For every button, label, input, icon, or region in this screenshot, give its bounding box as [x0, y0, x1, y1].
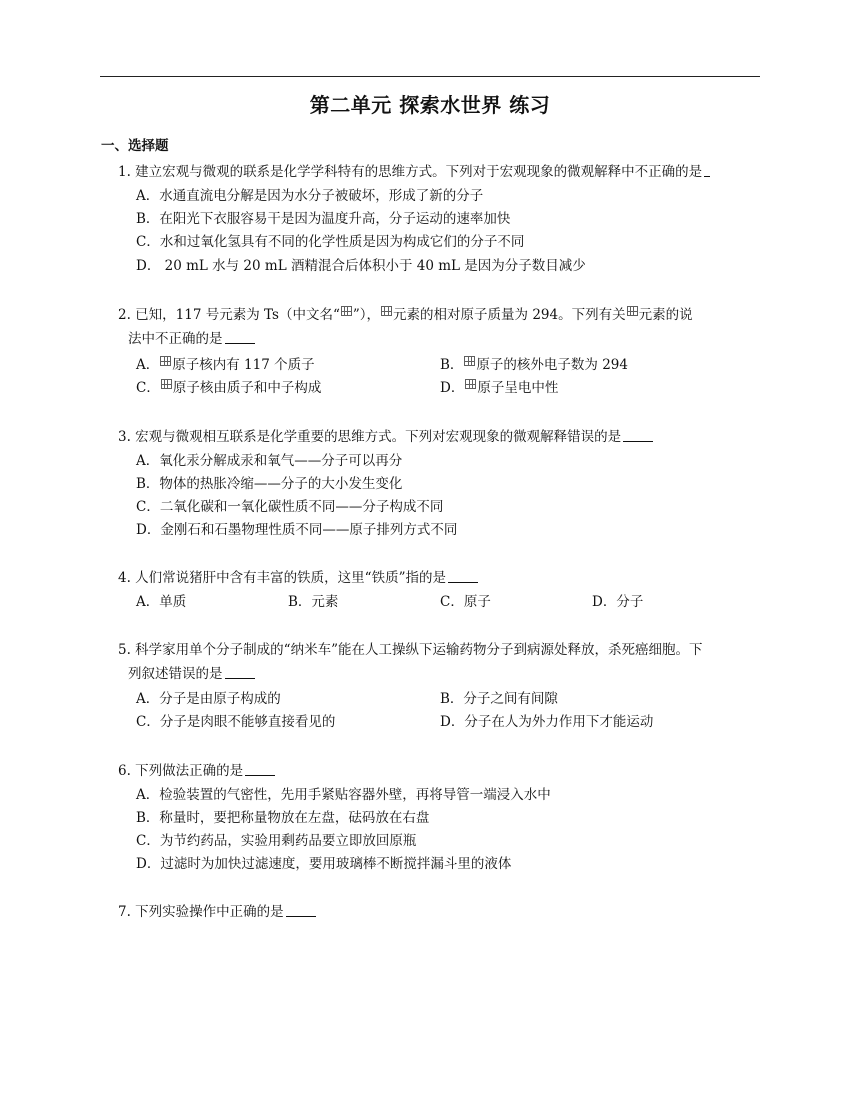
- question-4-option-b[interactable]: B．元素: [288, 594, 339, 610]
- question-2-option-a[interactable]: [136, 355, 315, 375]
- question-2-text-d: 元素的说: [638, 307, 693, 323]
- question-1-option-d[interactable]: D． 20 mL 水与 20 mL 酒精混合后体积小于 40 mL 是因为分子数目减少: [136, 258, 586, 274]
- tennessine-glyph-icon: [160, 356, 171, 366]
- question-5-option-b[interactable]: B．分子之间有间隙: [440, 691, 558, 707]
- option-text: 原子核内有 117 个质子: [172, 357, 315, 373]
- tennessine-glyph-icon: [627, 306, 638, 316]
- question-1-option-a[interactable]: A．水通直流电分解是因为水分子被破坏，形成了新的分子: [136, 188, 484, 204]
- question-2-text-b: ”），: [352, 307, 381, 323]
- section-heading: 一、选择题: [101, 138, 169, 154]
- question-3-option-c[interactable]: C．二氧化碳和一氧化碳性质不同——分子构成不同: [136, 499, 444, 515]
- question-5-option-d[interactable]: D．分子在人为外力作用下才能运动: [440, 714, 654, 730]
- question-6-stem: [118, 761, 275, 781]
- question-2-text-c: 元素的相对原子质量为 294。下列有关: [393, 307, 626, 323]
- answer-blank[interactable]: [225, 664, 255, 679]
- question-3-option-a[interactable]: A．氧化汞分解成汞和氧气——分子可以再分: [136, 453, 403, 469]
- answer-blank[interactable]: [623, 427, 653, 442]
- question-2-text-a: 2. 已知，117 号元素为 Ts（中文名“: [118, 307, 340, 323]
- question-2-stem: [118, 305, 693, 325]
- question-4-option-d[interactable]: D．分子: [592, 594, 644, 610]
- tennessine-glyph-icon: [464, 356, 475, 366]
- question-2-text-line2: 法中不正确的是: [128, 331, 223, 347]
- question-6-option-d[interactable]: D．过滤时为加快过滤速度，要用玻璃棒不断搅拌漏斗里的液体: [136, 856, 512, 872]
- answer-blank[interactable]: [448, 568, 478, 583]
- question-4-option-a[interactable]: A．单质: [136, 594, 187, 610]
- question-6-option-a[interactable]: A．检验装置的气密性，先用手紧贴容器外壁，再将导管一端浸入水中: [136, 787, 551, 803]
- question-3-option-b[interactable]: B．物体的热胀冷缩——分子的大小发生变化: [136, 476, 403, 492]
- question-7-text: 7. 下列实验操作中正确的是: [118, 904, 284, 920]
- question-5-option-a[interactable]: A．分子是由原子构成的: [136, 691, 281, 707]
- question-1-option-c[interactable]: C．水和过氧化氢具有不同的化学性质是因为构成它们的分子不同: [136, 234, 525, 250]
- option-letter: D．: [440, 380, 465, 396]
- question-5-option-c[interactable]: C．分子是肉眼不能够直接看见的: [136, 714, 336, 730]
- option-letter: B．: [440, 357, 464, 373]
- option-text: 原子的核外电子数为 294: [476, 357, 628, 373]
- tennessine-glyph-icon: [161, 379, 172, 389]
- option-letter: C．: [136, 380, 160, 396]
- question-1-stem: [118, 162, 710, 182]
- question-4-text: 4. 人们常说猪肝中含有丰富的铁质，这里“铁质”指的是: [118, 570, 446, 586]
- question-6-text: 6. 下列做法正确的是: [118, 763, 244, 779]
- answer-blank[interactable]: [286, 902, 316, 917]
- question-6-option-b[interactable]: B．称量时，要把称量物放在左盘，砝码放在右盘: [136, 810, 430, 826]
- tennessine-glyph-icon: [381, 306, 392, 316]
- option-letter: A．: [136, 357, 160, 373]
- question-5-text-line2: 列叙述错误的是: [128, 666, 223, 682]
- question-4-option-c[interactable]: C．原子: [440, 594, 491, 610]
- question-6-option-c[interactable]: C．为节约药品，实验用剩药品要立即放回原瓶: [136, 833, 417, 849]
- answer-blank[interactable]: [704, 162, 710, 177]
- question-4-stem: [118, 568, 478, 588]
- question-2-option-b[interactable]: [440, 355, 628, 375]
- question-1-option-b[interactable]: B．在阳光下衣服容易干是因为温度升高，分子运动的速率加快: [136, 211, 511, 227]
- question-5-stem: 5. 科学家用单个分子制成的“纳米车”能在人工操纵下运输药物分子到病源处释放，杀死癌细胞。下: [118, 642, 703, 658]
- answer-blank[interactable]: [225, 329, 255, 344]
- question-3-text: 3. 宏观与微观相互联系是化学重要的思维方式。下列对宏观现象的微观解释错误的是: [118, 429, 622, 445]
- tennessine-glyph-icon: [341, 306, 352, 316]
- option-text: 原子呈电中性: [477, 380, 559, 396]
- tennessine-glyph-icon: [465, 379, 476, 389]
- question-2-option-d[interactable]: [440, 378, 558, 398]
- question-1-text: 1. 建立宏观与微观的联系是化学学科特有的思维方式。下列对于宏观现象的微观解释中不正确的是: [118, 164, 703, 180]
- answer-blank[interactable]: [245, 761, 275, 776]
- page-title: 第二单元 探索水世界 练习: [309, 93, 551, 117]
- question-3-option-d[interactable]: D．金刚石和石墨物理性质不同——原子排列方式不同: [136, 522, 458, 538]
- header-rule: [100, 76, 760, 77]
- question-7-stem: [118, 902, 316, 922]
- question-5-stem-line2: [128, 664, 255, 684]
- option-text: 原子核由质子和中子构成: [172, 380, 322, 396]
- question-3-stem: [118, 427, 653, 447]
- question-2-option-c[interactable]: [136, 378, 321, 398]
- question-2-stem-line2: [128, 329, 255, 349]
